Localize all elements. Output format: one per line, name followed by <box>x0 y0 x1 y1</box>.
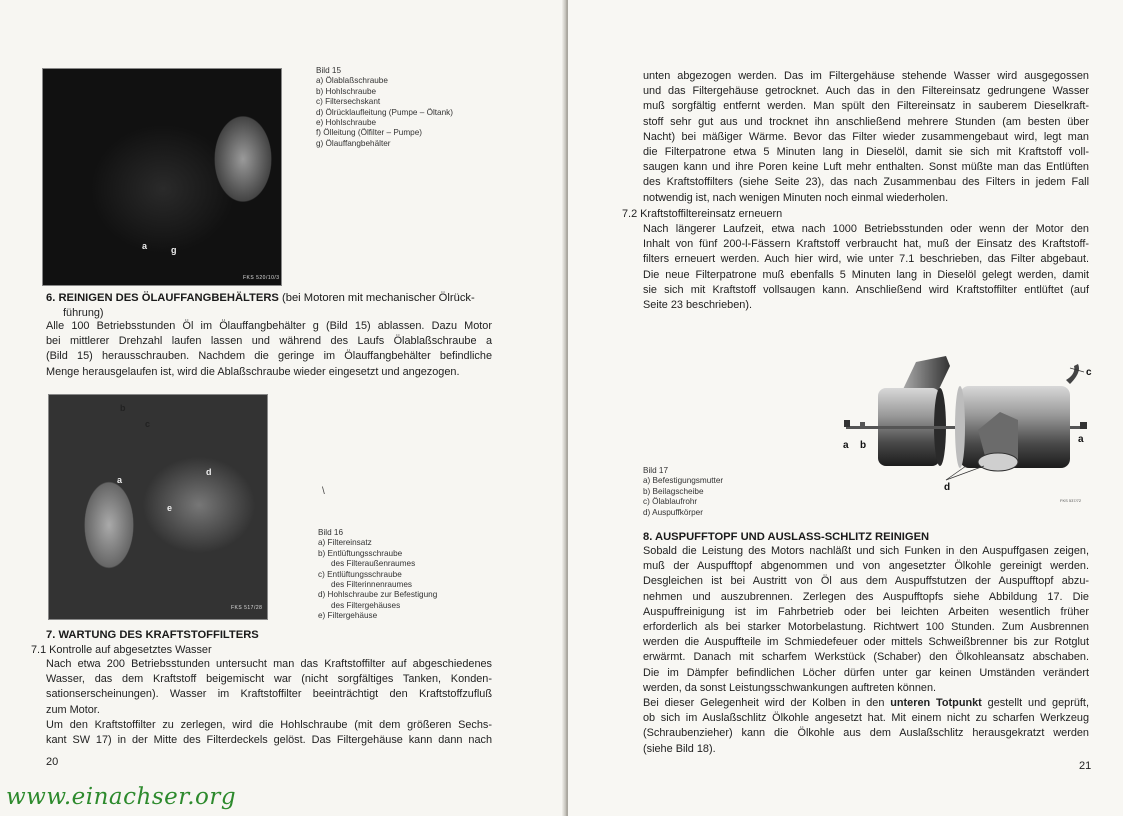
body-line: die Filterpatrone etwa 5 Minuten lang in Dieselöl, damit sie sich mit Kraftstoff voll- <box>643 146 1089 159</box>
section-8-heading: 8. AUSPUFFTOPF UND AUSLASS-SCHLITZ REINIGEN <box>643 531 930 543</box>
figure-16-item: d) Hohlschraube zur Befestigung <box>318 590 438 600</box>
fig17-label-a-right: a <box>1078 434 1084 445</box>
figure-16-item: c) Entlüftungsschraube <box>318 569 402 579</box>
body-line: Nacht) bei mäßiger Wärme. Bevor das Filter wieder zusammengebaut wird, legt man <box>643 130 1089 143</box>
fig17-label-d: d <box>944 482 951 493</box>
section-6-title: 6. REINIGEN DES ÖLAUFFANGBEHÄLTERS <box>46 292 279 304</box>
body-line: Um den Kraftstoffilter zu zerlegen, wird die Hohlschraube (mit dem größeren Sechs- <box>46 718 492 731</box>
body-line: muß der Auspufftopf abgenommen und von angesetzter Ölkohle gereinigt werden. <box>643 560 1089 573</box>
body-line: Wasser, das dem Kraftstoff beigemischt war (nicht sorgfältiges Tanken, Konden- <box>46 673 492 686</box>
photo16-code: FKS 517/28 <box>231 605 263 611</box>
washer-b <box>860 422 865 427</box>
photo16-label: c <box>145 419 151 429</box>
body-line: unten abgezogen werden. Das im Filtergehäuse stehende Wasser wird ausgegossen <box>643 70 1089 82</box>
text-run: gestellt und geprüft, <box>987 697 1089 710</box>
body-line: Sobald die Leistung des Motors nachläßt und sich Funken in den Auspuffgasen zeigen, <box>643 545 1089 557</box>
body-line: erwärmt. Danach mit scharfem Werkstück (Schaber) den Ölkohleansatz abschaben. <box>643 651 1089 664</box>
fig17-code: FKS 537/72 <box>1060 498 1082 503</box>
section-7-heading: 7. WARTUNG DES KRAFTSTOFFILTERS <box>46 629 259 641</box>
body-line: (Schraubenzieher) kann die Ölkohle aus dem Auslaßschlitz herausgekratzt werden <box>643 727 1089 740</box>
section-7-2-subheading: 7.2 Kraftstoffiltereinsatz erneuern <box>622 208 783 220</box>
photo16-label: a <box>117 475 123 485</box>
photo15-label-a: a <box>142 241 148 251</box>
text-run: Bei dieser Gelegenheit wird der Kolben in den <box>643 697 885 710</box>
section-6-body <box>46 319 492 380</box>
section-7-1-subheading: 7.1 Kontrolle auf abgesetztes Wasser <box>31 644 212 656</box>
body-line: notwendig ist, nach wenigen Minuten noch einmal wiederholen. <box>643 191 949 204</box>
photo15-label-g: g <box>171 245 177 255</box>
body-line: Desgleichen ist bei Austritt von Öl aus dem Auspuffstutzen der Auspufftopf abzu- <box>643 575 1089 588</box>
figure-16-title: Bild 16 <box>318 528 344 537</box>
body-line: Seite 23 beschrieben). <box>643 299 752 312</box>
figure-16-item: b) Entlüftungsschraube <box>318 548 403 558</box>
page-number-left: 20 <box>46 756 59 768</box>
figure-15-item: c) Filtersechskant <box>316 97 381 107</box>
section-7-2-body <box>643 222 1089 313</box>
body-line: des Kraftstoffilters (siehe Seite 23), das nach Zusammenbau des Filters in jedem Fall <box>643 176 1089 189</box>
body-line: sationserscheinungen). Wasser im Kraftstoffilter beeinträchtigt den Kraftstoffzufluß <box>46 688 492 701</box>
figure-17-item: d) Auspuffkörper <box>643 507 703 517</box>
figure-16-item: a) Filtereinsatz <box>318 538 372 548</box>
figure-16-photo <box>48 394 268 620</box>
photo16-label: b <box>120 403 126 413</box>
body-line: Die im Dämpfer befindlichen Löcher dürfen unter gar keinen Umständen verändert <box>643 666 1089 679</box>
body-line: nehmen und auszubrennen. Zerlegen des Auspufftopfs siehe Abbildung 17. Die <box>643 590 1089 603</box>
body-line: Nach etwa 200 Betriebsstunden untersucht man das Kraftstoffilter auf abgeschiedenes <box>46 658 492 670</box>
figure-17-title: Bild 17 <box>643 466 669 475</box>
figure-15-item: f) Ölleitung (Ölfilter – Pumpe) <box>316 128 423 138</box>
figure-15-item: e) Hohlschraube <box>316 118 377 128</box>
body-line: ob sich im Auslaßschlitz Ölkohle angesetzt hat. Mit einem nicht zu scharfen Werkzeug <box>643 712 1089 725</box>
figure-15-title: Bild 15 <box>316 66 342 75</box>
body-line: (siehe Bild 18). <box>643 742 716 755</box>
figure-17-item: a) Befestigungsmutter <box>643 476 724 486</box>
body-line: und das Filtergehäuse getrocknet. Auch das in den Filtereinsatz gedrungene Wasser <box>643 85 1089 98</box>
nut-a-left <box>844 420 850 427</box>
figure-15-item: a) Ölablaßschraube <box>316 76 388 86</box>
page-number-right: 21 <box>1079 760 1092 772</box>
drain-pipe <box>1066 364 1079 384</box>
body-line: Menge herausgelaufen ist, wird die Ablaßschraube wieder eingesetzt und angezogen. <box>46 365 460 378</box>
fig17-label-b: b <box>860 440 867 451</box>
body-line: werden die Auspuffteile im Schmiedefeuer oder mittels Schweißbrenner bis zur Rotglut <box>643 636 1089 649</box>
body-line: sie sich mit Kraftstoff vollsaugen kann. Anschließend wird Kraftstoffilter entlüftet (auf <box>643 283 1089 296</box>
photo16-label: d <box>206 467 212 477</box>
body-line: zum Motor. <box>46 703 100 716</box>
stray-mark: \ <box>322 486 325 497</box>
body-line: filters erneuert werden. Auch hier wird, wie unter 7.1 beschrieben, das Filter abgebaut. <box>643 253 1089 266</box>
section-8-body <box>643 544 1089 757</box>
body-line: werden, da sonst Leistungsschwankungen auftreten können. <box>643 681 937 694</box>
figure-17-item: c) Ölablaufrohr <box>643 497 698 507</box>
right-silencer-end <box>955 386 965 468</box>
figure-16-item: des Filtergehäuses <box>331 600 401 610</box>
fig17-label-c: c <box>1086 367 1092 378</box>
photo16-label: e <box>167 503 173 513</box>
body-line: (Bild 15) herausschrauben. Nachdem die geringe im Ölauffangbehälter befindliche <box>46 350 492 363</box>
figure-17-drawing <box>838 356 1096 508</box>
figure-17-item: b) Beilagscheibe <box>643 486 704 496</box>
figure-15-caption <box>316 66 453 149</box>
body-line: Nach längerer Laufzeit, etwa nach 1000 Betriebsstunden oder wenn der Motor den <box>643 223 1089 235</box>
body-line: muß sorgfältig entfernt werden. Man spült den Filtereinsatz in sauberem Dieselkraft- <box>643 100 1089 113</box>
figure-17-caption <box>643 466 723 518</box>
figure-15-photo <box>42 68 282 286</box>
figure-16-item: des Filteraußenraumes <box>331 559 416 569</box>
body-line: stoff sehr gut aus und trocknet ihn anschließend mehrere Stunden (am besten über <box>643 115 1089 128</box>
figure-16-caption <box>318 528 437 622</box>
fig17-label-a: a <box>843 440 849 451</box>
body-line: Alle 100 Betriebsstunden Öl im Ölauffangbehälter g (Bild 15) ablassen. Dazu Motor <box>46 320 492 332</box>
body-line <box>643 696 1089 711</box>
body-line: kant SW 17) in der Mitte des Filterdeckels gelöst. Das Filtergehäuse kann dann nach <box>46 734 492 747</box>
figure-15-item: d) Ölrücklaufleitung (Pumpe – Öltank) <box>316 107 453 117</box>
intro-body <box>643 69 1089 206</box>
section-7-body <box>46 657 492 748</box>
body-line: bei mittlerer Drehzahl laufen lassen und während des Laufs Ölablaßschraube a <box>46 335 492 348</box>
section-6-title-cont: führung) <box>63 307 104 319</box>
body-line: saugen kann und ihre Poren keine Luft mehr enthalten. Sonst müßte man das Entlüften <box>643 161 1089 174</box>
section-6-title-suffix: (bei Motoren mit mechanischer Ölrück- <box>282 292 475 304</box>
body-line: Die neue Filterpatrone muß ebenfalls 5 Minuten lang in Dieselöl gelegt werden, damit <box>643 268 1089 281</box>
outlet-opening <box>978 453 1018 471</box>
figure-15-item: g) Ölauffangbehälter <box>316 138 391 148</box>
figure-15-item: b) Hohlschraube <box>316 86 377 96</box>
nut-a-right <box>1080 422 1087 429</box>
section-6-heading <box>46 292 475 304</box>
figure-16-item: e) Filtergehäuse <box>318 611 378 621</box>
photo15-code: FKS 520/10/3 <box>243 275 280 281</box>
body-line: Inhalt von fünf 200-l-Fässern Kraftstoff verbraucht hat, muß der Einsatz des Kraftstoff- <box>643 238 1089 251</box>
watermark: www.einachser.org <box>6 784 237 810</box>
emphasis-text: unteren Totpunkt <box>890 697 982 710</box>
body-line: erforderlich als bei starker Motorbelastung. Richtwert 100 Stunden. Zum Ausbrennen <box>643 621 1089 634</box>
body-line: Auspuffreinigung ist im Fahrbetrieb oder bei leichten Arbeiten wesentlich früher <box>643 605 1089 618</box>
figure-16-item: des Filterinnenraumes <box>331 580 413 590</box>
